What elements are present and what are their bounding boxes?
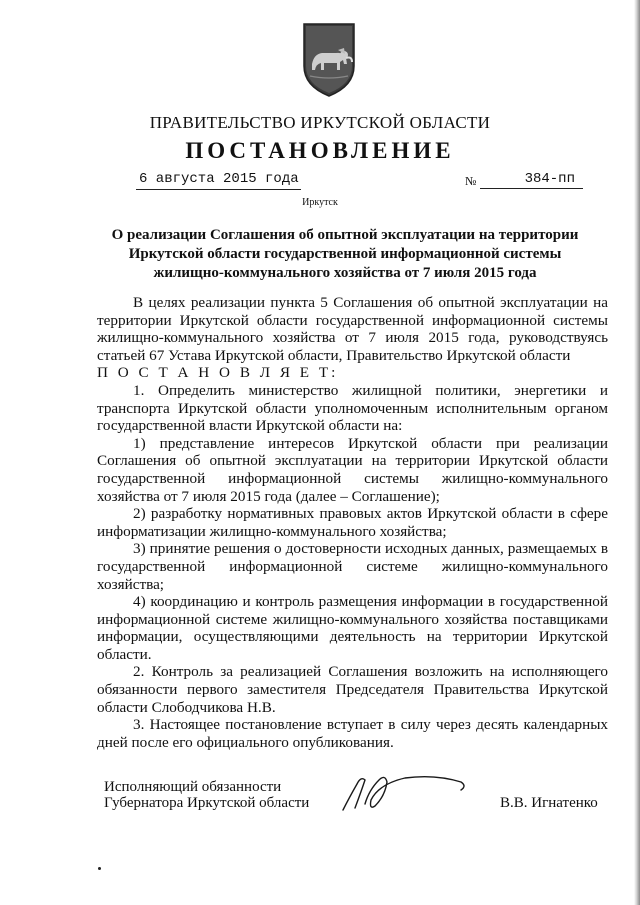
handwritten-signature bbox=[335, 770, 475, 815]
decree-word: П О С Т А Н О В Л Я Е Т: bbox=[97, 364, 339, 382]
signatory-role-line: Губернатора Иркутской области bbox=[104, 795, 310, 811]
number-label: № bbox=[465, 174, 477, 188]
document-number: 384-пп bbox=[480, 171, 583, 189]
clause-2: 2. Контроль за реализацией Соглашения возложить на исполняющего обязанности первого заместителя Председателя Правительства Иркутской области Слободчикова Н.В. bbox=[97, 663, 608, 716]
subject-line: Иркутской области государственной информационной системы bbox=[128, 246, 562, 262]
subject-line: жилищно-коммунального хозяйства от 7 июля 2015 года bbox=[153, 265, 537, 281]
clause-1-item-3: 3) принятие решения о достоверности исходных данных, размещаемых в государственной информационной системе жилищно-коммунального хозяйства; bbox=[97, 540, 608, 593]
government-title: ПРАВИТЕЛЬСТВО ИРКУТСКОЙ ОБЛАСТИ bbox=[149, 113, 491, 132]
city-label: Иркутск bbox=[302, 197, 338, 208]
subject-line: О реализации Соглашения об опытной эксплуатации на территории bbox=[111, 227, 579, 243]
signatory-role bbox=[104, 779, 309, 811]
scan-speck bbox=[98, 867, 101, 870]
clause-1-item-1: 1) представление интересов Иркутской области при реализации Соглашения об опытной эксплуатации на территории Иркутской области государственной информационной системы жилищно-коммунального хозяйства от 7 июля 2015 года (далее – Соглашение); bbox=[97, 434, 608, 505]
clause-1: 1. Определить министерство жилищной политики, энергетики и транспорта Иркутской области уполномоченным исполнительным органом государственной власти Иркутской области на: bbox=[97, 381, 608, 435]
clause-3: 3. Настоящее постановление вступает в силу через десять календарных дней после его официального опубликования. bbox=[97, 716, 608, 751]
coat-of-arms-icon bbox=[300, 20, 358, 98]
preamble-paragraph: В целях реализации пункта 5 Соглашения об опытной эксплуатации на территории Иркутской области государственной информационной системы жилищно-коммунального хозяйства от 7 июля 2015 года, руководствуясь статьей 67 Устава Иркутской области, Правительство Иркутской области bbox=[97, 294, 608, 364]
document-type-title: ПОСТАНОВЛЕНИЕ bbox=[185, 138, 455, 163]
page-edge-shadow bbox=[634, 0, 640, 905]
document-date: 6 августа 2015 года bbox=[136, 171, 301, 190]
document-subject bbox=[95, 226, 595, 283]
clause-1-item-2: 2) разработку нормативных правовых актов Иркутской области в сфере информатизации жилищно-коммунального хозяйства; bbox=[97, 505, 608, 540]
signatory-name: В.В. Игнатенко bbox=[500, 795, 598, 811]
clause-1-item-4: 4) координацию и контроль размещения информации в государственной информационной системе жилищно-коммунального хозяйства поставщиками информации, осуществляющими деятельность на территории Иркутской области. bbox=[97, 593, 608, 663]
document-body bbox=[97, 294, 608, 751]
signatory-role-line: Исполняющий обязанности bbox=[104, 779, 282, 795]
